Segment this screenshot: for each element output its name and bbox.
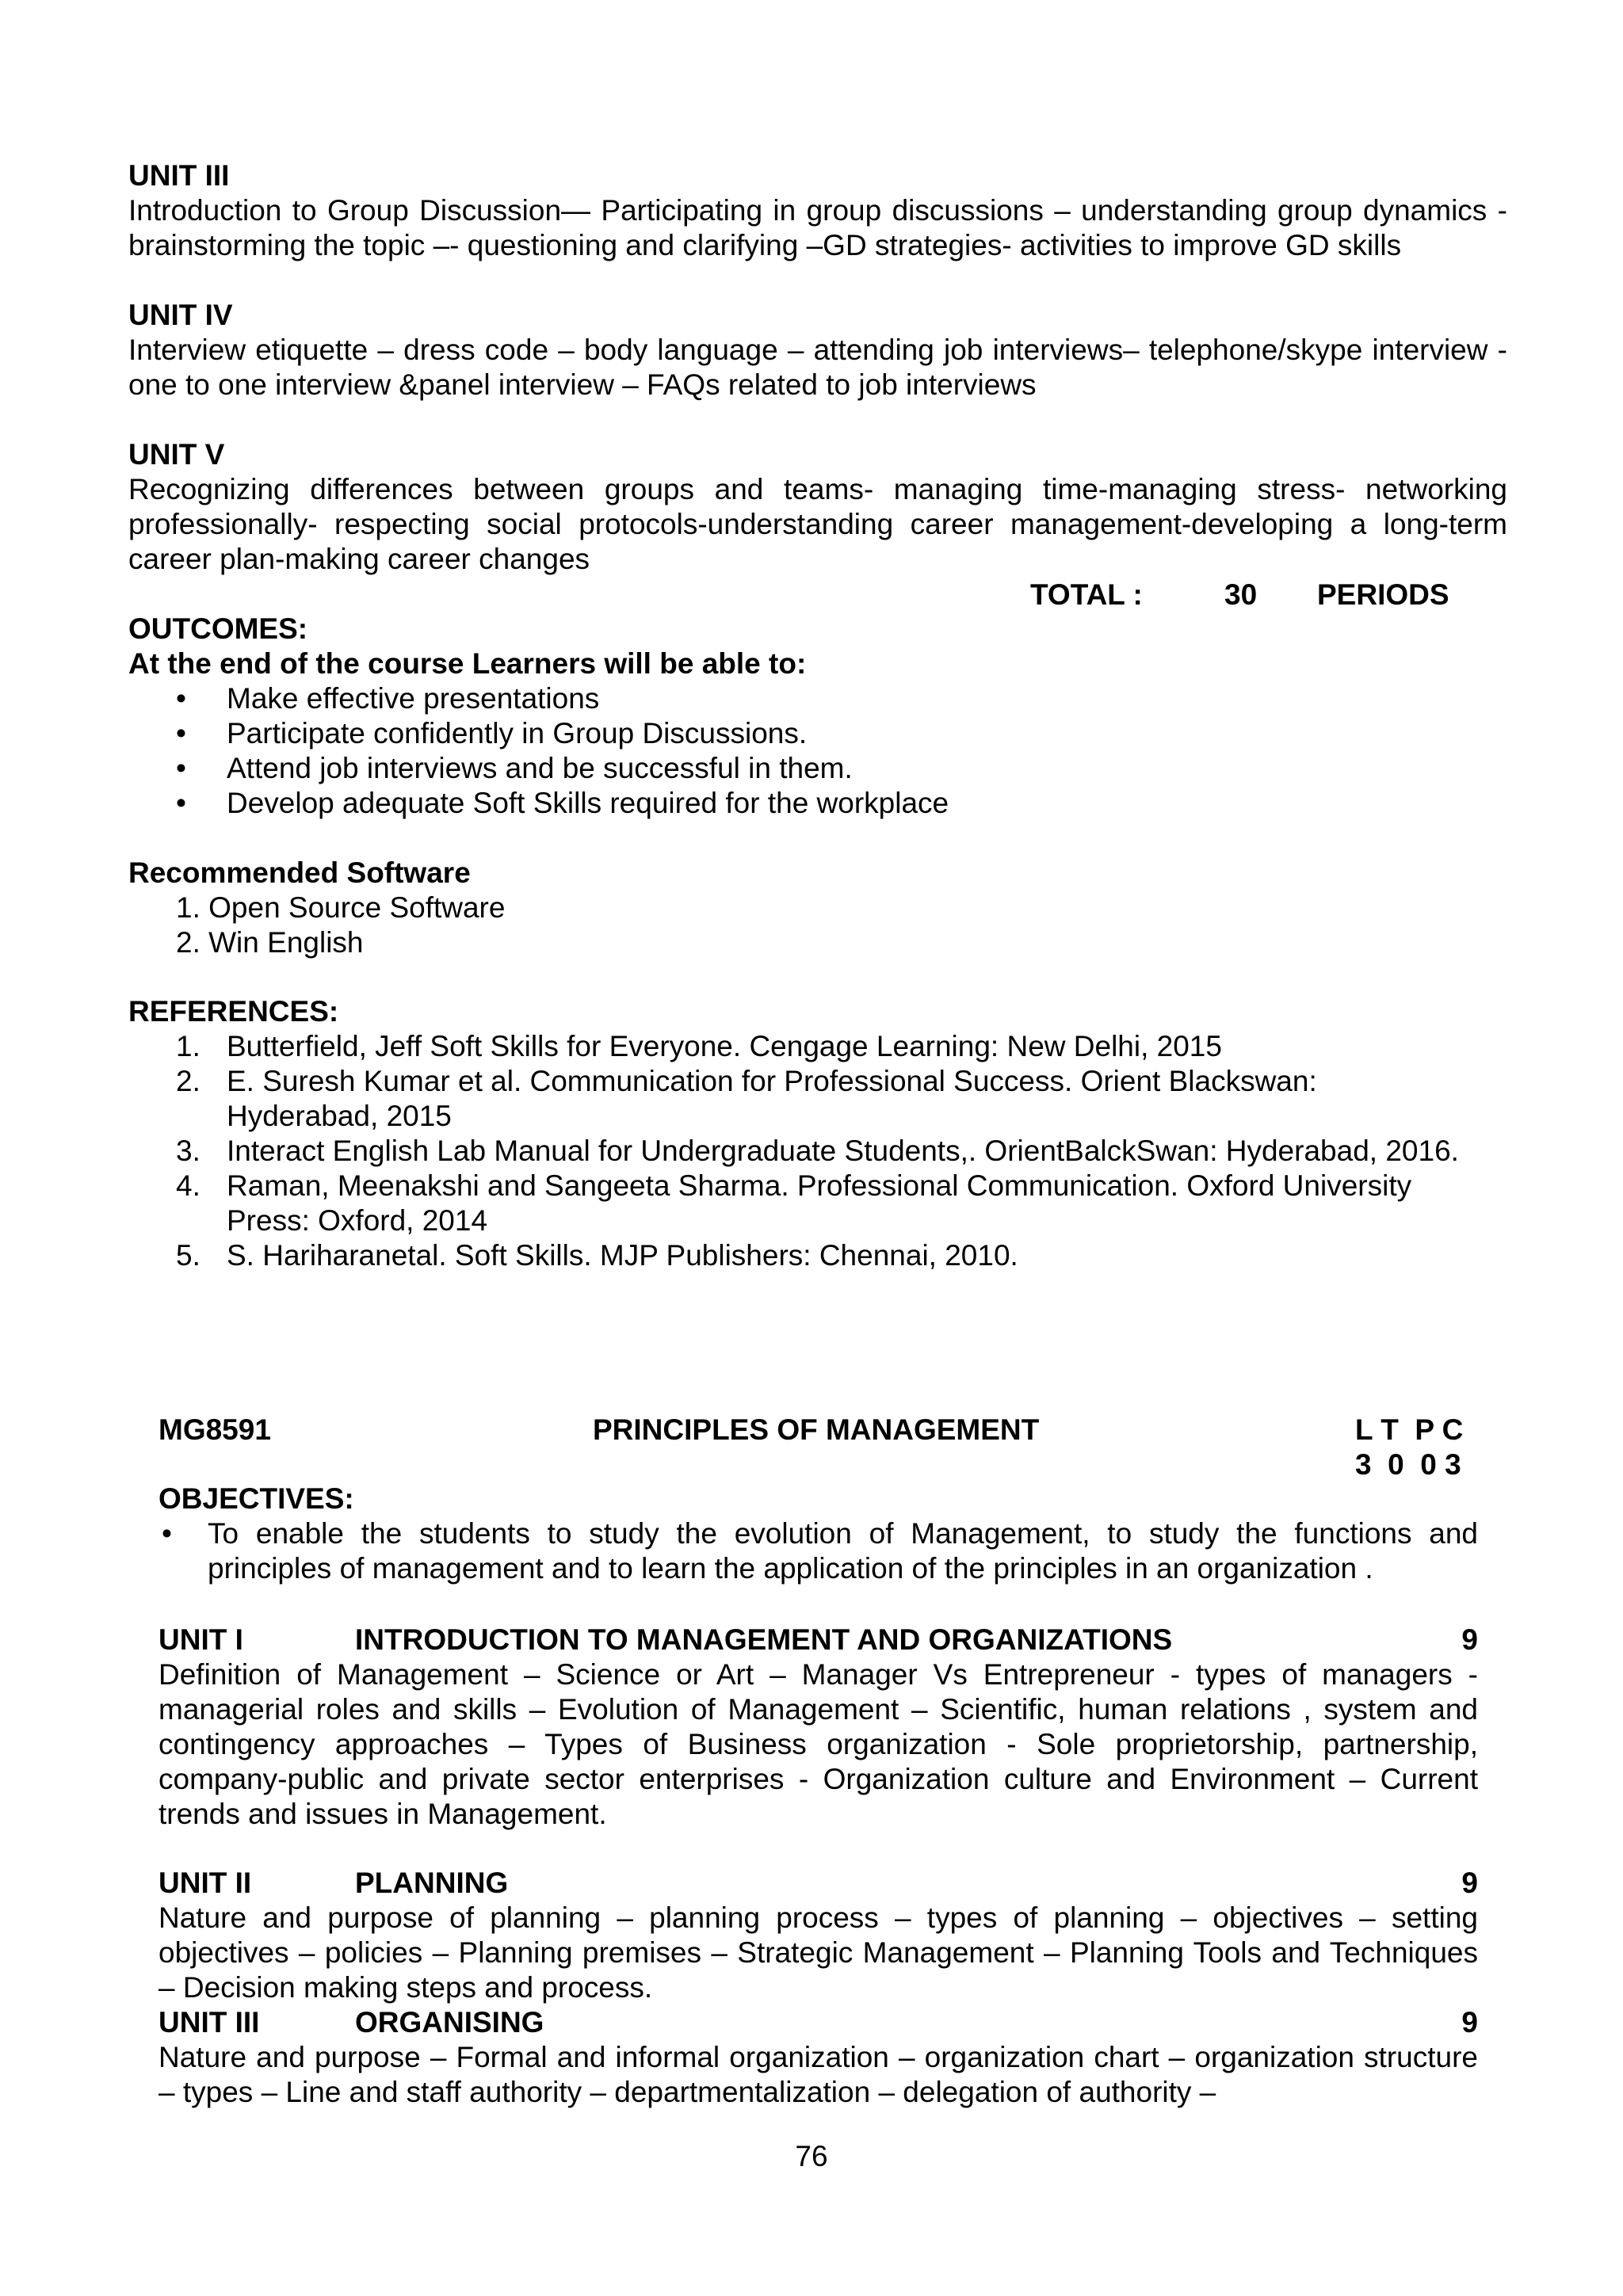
unit-ii-title: PLANNING [355, 1867, 509, 1899]
unit-iii-organising-text: Nature and purpose – Formal and informal organization – organization chart – organization structure – types – Line and staff authority – departmentalization – delegation of authority – [158, 2041, 1478, 2108]
unit-iii-section [128, 158, 1507, 263]
recommended-software-section [128, 856, 1507, 960]
outcomes-section [128, 612, 1507, 821]
total-label: TOTAL : [1030, 578, 1143, 611]
page-number: 76 [795, 2140, 828, 2172]
list-item [176, 1064, 1455, 1134]
reference-number: 5. [176, 1239, 200, 1272]
bullet-icon: • [176, 752, 186, 784]
course-title: PRINCIPLES OF MANAGEMENT [593, 1413, 1040, 1446]
outcome-item: Participate confidently in Group Discussions. [227, 717, 808, 749]
unit-ii-text: Nature and purpose of planning – planning process – types of planning – objectives – setting objectives – policies – Planning premises – Strategic Management – Planning Tools and Techniques – Decision making steps and process. [158, 1901, 1478, 2004]
total-unit: PERIODS [1317, 578, 1449, 611]
unit-ii-hours: 9 [1461, 1867, 1478, 1899]
unit-iv-text: Interview etiquette – dress code – body language – attending job interviews– telephone/skype interview -one to one interview &panel interview – FAQs related to job interviews [128, 334, 1507, 401]
unit-iv-heading: UNIT IV [128, 299, 233, 331]
unit-iii-organising-section [158, 2005, 1478, 2110]
list-item [158, 1516, 1478, 1586]
unit-iii-title: ORGANISING [355, 2006, 544, 2039]
unit-iii-label: UNIT III [158, 2006, 260, 2039]
objectives-heading: OBJECTIVES: [158, 1482, 354, 1515]
unit-iii-heading: UNIT III [128, 159, 230, 192]
list-item [176, 1169, 1495, 1238]
course-header [158, 1413, 1478, 1484]
outcome-item: Develop adequate Soft Skills required for the workplace [227, 787, 949, 819]
outcome-item: Attend job interviews and be successful in them. [227, 752, 853, 784]
unit-i-hours: 9 [1461, 1623, 1478, 1656]
course-code: MG8591 [158, 1413, 271, 1446]
outcomes-heading: OUTCOMES: [128, 612, 308, 645]
reference-text: S. Hariharanetal. Soft Skills. MJP Publishers: Chennai, 2010. [227, 1239, 1018, 1272]
list-item [176, 786, 1507, 821]
reference-text: E. Suresh Kumar et al. Communication for Professional Success. Orient Blackswan: Hyderabad, 2015 [227, 1065, 1317, 1132]
software-item: 1. Open Source Software [176, 891, 506, 924]
list-item [176, 751, 1507, 786]
unit-i-section [158, 1623, 1478, 1832]
reference-text: Interact English Lab Manual for Undergraduate Students,. OrientBalckSwan: Hyderabad, 2016. [227, 1135, 1459, 1167]
references-heading: REFERENCES: [128, 995, 339, 1028]
objectives-section [158, 1482, 1478, 1586]
unit-i-title: INTRODUCTION TO MANAGEMENT AND ORGANIZATIONS [355, 1623, 1173, 1656]
unit-iii-header [158, 2005, 1478, 2040]
outcomes-intro: At the end of the course Learners will be able to: [128, 647, 807, 680]
unit-iv-section [128, 298, 1507, 402]
unit-i-text: Definition of Management – Science or Art – Manager Vs Entrepreneur - types of managers - managerial roles and skills – Evolution of Management – Scientific, human relations , system and contingency approaches – Types of Business organization - Sole proprietorship, partnership, company-public and private sector enterprises - Organization culture and Environment – Current trends and issues in Management. [158, 1658, 1478, 1830]
reference-number: 3. [176, 1135, 200, 1167]
bullet-icon: • [176, 682, 186, 715]
references-list [176, 1029, 1507, 1273]
software-item: 2. Win English [176, 926, 364, 959]
list-item [176, 716, 1507, 751]
bullet-icon: • [176, 787, 186, 819]
outcomes-list [176, 681, 1507, 821]
unit-i-header [158, 1623, 1478, 1657]
software-heading: Recommended Software [128, 856, 471, 889]
total-periods [1030, 578, 1537, 612]
unit-v-section [128, 437, 1507, 577]
bullet-icon: • [162, 1517, 172, 1550]
ltpc-label: L T P C [1355, 1413, 1464, 1446]
reference-text: Butterfield, Jeff Soft Skills for Everyone. Cengage Learning: New Delhi, 2015 [227, 1030, 1222, 1062]
reference-text: Raman, Meenakshi and Sangeeta Sharma. Professional Communication. Oxford University Press: Oxford, 2014 [227, 1169, 1412, 1237]
list-item [176, 681, 1507, 716]
unit-v-heading: UNIT V [128, 438, 225, 471]
list-item [176, 1029, 1507, 1064]
unit-ii-header [158, 1866, 1478, 1901]
references-section [128, 994, 1507, 1273]
outcome-item: Make effective presentations [227, 682, 600, 715]
reference-number: 1. [176, 1030, 200, 1062]
unit-ii-section [158, 1866, 1478, 2005]
bullet-icon: • [176, 717, 186, 749]
unit-v-text: Recognizing differences between groups and teams- managing time-managing stress- networking professionally- respecting social protocols-understanding career management-developing a long-term career plan-making career changes [128, 473, 1507, 575]
objective-text: To enable the students to study the evolution of Management, to study the functions and principles of management and to learn the application of the principles in an organization . [208, 1517, 1478, 1585]
list-item [176, 1134, 1507, 1169]
reference-number: 4. [176, 1169, 200, 1202]
unit-iii-text: Introduction to Group Discussion— Participating in group discussions – understanding group dynamics - brainstorming the topic –- questioning and clarifying –GD strategies- activities to improve GD skills [128, 194, 1507, 261]
list-item [176, 1238, 1507, 1273]
unit-i-label: UNIT I [158, 1623, 243, 1656]
unit-iii-hours: 9 [1461, 2006, 1478, 2039]
unit-ii-label: UNIT II [158, 1867, 252, 1899]
total-value: 30 [1224, 578, 1258, 611]
ltpc-value: 3 0 0 3 [1355, 1448, 1461, 1481]
reference-number: 2. [176, 1065, 200, 1097]
